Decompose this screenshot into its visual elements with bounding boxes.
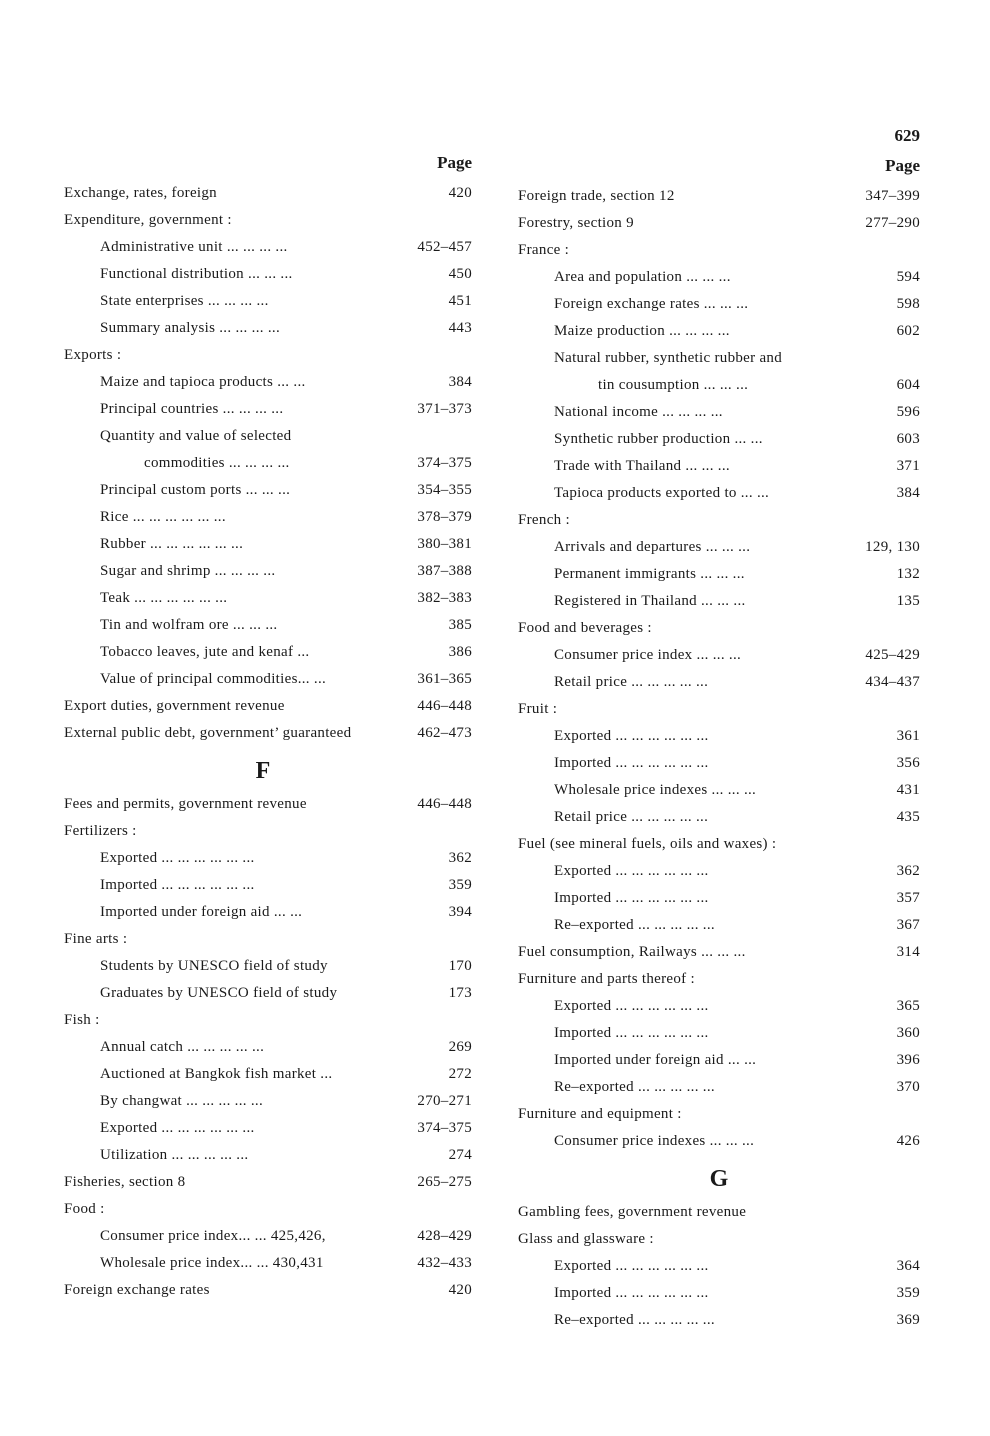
index-entry-label: Annual catch ... ... ... ... ...	[100, 1039, 265, 1055]
index-entry-label: Re–exported ... ... ... ... ...	[554, 917, 715, 933]
index-entry-label: Tin and wolfram ore ... ... ...	[100, 617, 278, 633]
index-entry	[518, 1199, 920, 1226]
index-entry-label: Gambling fees, government revenue	[518, 1204, 747, 1220]
index-entry	[518, 534, 920, 561]
index-entry-label: Imported ... ... ... ... ... ...	[100, 877, 255, 893]
index-entry-page: 365	[896, 998, 920, 1014]
index-entry-label: Wholesale price indexes ... ... ...	[554, 782, 757, 798]
index-entry	[64, 1250, 472, 1277]
index-entry-label: Fuel consumption, Railways ... ... ...	[518, 944, 746, 960]
index-entry-label: Export duties, government revenue	[64, 698, 285, 714]
index-entry-label: Imported ... ... ... ... ... ...	[554, 1285, 709, 1301]
index-entry-label: Wholesale price index... ... 430,431	[100, 1255, 324, 1271]
index-entry	[64, 369, 472, 396]
index-entry-label: Fuel (see mineral fuels, oils and waxes) :	[518, 836, 777, 852]
index-entry-label: Fertilizers :	[64, 823, 137, 839]
index-entry-page: 425–429	[865, 647, 920, 663]
index-entry-page: 364	[896, 1258, 920, 1274]
index-entry	[518, 210, 920, 237]
index-entry-page: 384	[448, 374, 472, 390]
index-entry	[64, 1007, 472, 1034]
index-entry-page: 428–429	[417, 1228, 472, 1244]
index-entry-label: Imported under foreign aid ... ...	[554, 1052, 757, 1068]
index-entry-label: Exported ... ... ... ... ... ...	[100, 1120, 255, 1136]
index-entry-page: 362	[896, 863, 920, 879]
index-entry-page: 173	[448, 985, 472, 1001]
index-entry-page: 380–381	[417, 536, 472, 552]
index-entry-label: Principal custom ports ... ... ...	[100, 482, 291, 498]
index-entry-page: 462–473	[417, 725, 472, 741]
index-entry	[64, 477, 472, 504]
section-letter: F	[255, 758, 271, 784]
index-entry	[64, 666, 472, 693]
index-entry-page: 354–355	[417, 482, 472, 498]
index-entry	[64, 693, 472, 720]
index-entry	[518, 696, 920, 723]
index-entry-label: Trade with Thailand ... ... ...	[554, 458, 730, 474]
index-entry-page: 446–448	[417, 796, 472, 812]
index-entry-label: External public debt, government’ guaranteed	[64, 725, 352, 741]
index-entry	[64, 396, 472, 423]
index-entry	[64, 423, 472, 450]
index-entry-label: Area and population ... ... ...	[554, 269, 731, 285]
index-entry-page: 387–388	[417, 563, 472, 579]
index-entry-page: 431	[896, 782, 920, 798]
page-column-heading: Page	[437, 153, 472, 172]
index-entry-page: 603	[896, 431, 920, 447]
index-entry	[518, 399, 920, 426]
index-entry-label: Foreign exchange rates	[64, 1282, 210, 1298]
index-entry-label: State enterprises ... ... ... ...	[100, 293, 269, 309]
index-entry-label: Foreign exchange rates ... ... ...	[554, 296, 749, 312]
index-entry-page: 594	[896, 269, 920, 285]
index-entry-label: Permanent immigrants ... ... ...	[554, 566, 745, 582]
index-entry-page: 371	[896, 458, 920, 474]
index-entry-label: Exported ... ... ... ... ... ...	[554, 1258, 709, 1274]
index-entry	[518, 858, 920, 885]
index-entry-label: Fisheries, section 8	[64, 1174, 186, 1190]
index-entry	[518, 1226, 920, 1253]
index-entry	[64, 1223, 472, 1250]
index-column-left	[64, 152, 472, 1304]
index-entry	[518, 426, 920, 453]
index-entry-page: 274	[448, 1147, 472, 1163]
index-entry-page: 598	[896, 296, 920, 312]
index-entry-page: 432–433	[417, 1255, 472, 1271]
index-entry-label: Retail price ... ... ... ... ...	[554, 809, 709, 825]
index-entry	[64, 207, 472, 234]
index-entry-label: Tobacco leaves, jute and kenaf ...	[100, 644, 310, 660]
index-entry-page: 357	[896, 890, 920, 906]
index-entry-label: Utilization ... ... ... ... ...	[100, 1147, 249, 1163]
index-entry	[518, 831, 920, 858]
index-entry-page: 384	[896, 485, 920, 501]
index-entry	[518, 291, 920, 318]
index-entry	[518, 723, 920, 750]
index-entry	[64, 1169, 472, 1196]
index-entry	[518, 1307, 920, 1334]
index-entry	[64, 1088, 472, 1115]
index-entry-label: Registered in Thailand ... ... ...	[554, 593, 746, 609]
index-entry	[64, 1115, 472, 1142]
index-entry-page: 386	[448, 644, 472, 660]
index-entry-label: Fees and permits, government revenue	[64, 796, 307, 812]
index-entry-label: Value of principal commodities... ...	[100, 671, 327, 687]
index-entry-label: Food :	[64, 1201, 105, 1217]
index-entry-page: 371–373	[417, 401, 472, 417]
index-entry	[64, 720, 472, 747]
entry-list	[64, 791, 472, 1304]
index-entry-label: Consumer price index... ... 425,426,	[100, 1228, 326, 1244]
index-entry-label: Teak ... ... ... ... ... ...	[100, 590, 228, 606]
entry-list	[64, 180, 472, 747]
index-entry-label: Rubber ... ... ... ... ... ...	[100, 536, 244, 552]
index-entry	[518, 1280, 920, 1307]
index-entry-page: 361–365	[417, 671, 472, 687]
index-entry	[518, 561, 920, 588]
index-entry-label: Expenditure, government :	[64, 212, 232, 228]
index-entry	[518, 777, 920, 804]
index-entry-label: France :	[518, 242, 570, 258]
index-entry-label: Foreign trade, section 12	[518, 188, 675, 204]
index-entry-label: Principal countries ... ... ... ...	[100, 401, 284, 417]
index-entry-label: Summary analysis ... ... ... ...	[100, 320, 281, 336]
index-entry	[518, 480, 920, 507]
index-entry-page: 269	[448, 1039, 472, 1055]
index-entry	[64, 980, 472, 1007]
index-entry	[64, 585, 472, 612]
index-entry-page: 170	[448, 958, 472, 974]
index-entry	[64, 1142, 472, 1169]
index-entry-label: Furniture and parts thereof :	[518, 971, 695, 987]
index-entry	[64, 261, 472, 288]
index-entry	[518, 372, 920, 399]
index-entry-page: 443	[448, 320, 472, 336]
index-entry-label: Imported ... ... ... ... ... ...	[554, 755, 709, 771]
index-entry-label: Exported ... ... ... ... ... ...	[100, 850, 255, 866]
index-entry-label: Retail price ... ... ... ... ...	[554, 674, 709, 690]
index-entry	[518, 1253, 920, 1280]
index-entry-page: 451	[448, 293, 472, 309]
page-column-heading: Page	[885, 156, 920, 175]
index-entry	[64, 791, 472, 818]
index-entry	[64, 612, 472, 639]
index-entry-label: Re–exported ... ... ... ... ...	[554, 1312, 715, 1328]
index-entry-label: Maize production ... ... ... ...	[554, 323, 730, 339]
index-entry-page: 367	[896, 917, 920, 933]
index-entry-label: Food and beverages :	[518, 620, 652, 636]
index-entry-page: 265–275	[417, 1174, 472, 1190]
index-entry-page: 394	[448, 904, 472, 920]
index-entry	[64, 450, 472, 477]
index-entry	[64, 288, 472, 315]
index-entry-label: Tapioca products exported to ... ...	[554, 485, 770, 501]
index-entry-label: Auctioned at Bangkok fish market ...	[100, 1066, 333, 1082]
index-entry	[518, 966, 920, 993]
index-entry	[518, 507, 920, 534]
index-entry	[518, 453, 920, 480]
index-entry-label: Administrative unit ... ... ... ...	[100, 239, 288, 255]
index-entry-page: 362	[448, 850, 472, 866]
index-entry-label: Fruit :	[518, 701, 558, 717]
index-entry-page: 385	[448, 617, 472, 633]
index-entry-label: French :	[518, 512, 570, 528]
index-entry	[518, 264, 920, 291]
index-entry-label: Re–exported ... ... ... ... ...	[554, 1079, 715, 1095]
index-entry-label: Exported ... ... ... ... ... ...	[554, 998, 709, 1014]
index-entry-label: Imported ... ... ... ... ... ...	[554, 1025, 709, 1041]
index-entry-page: 435	[896, 809, 920, 825]
index-entry-label: commodities ... ... ... ...	[144, 455, 290, 471]
index-entry-page: 396	[896, 1052, 920, 1068]
index-entry-label: Imported under foreign aid ... ...	[100, 904, 303, 920]
index-entry	[518, 1101, 920, 1128]
index-entry	[518, 318, 920, 345]
index-entry	[518, 588, 920, 615]
index-entry-page: 450	[448, 266, 472, 282]
index-entry-page: 602	[896, 323, 920, 339]
index-entry-label: Fish :	[64, 1012, 100, 1028]
index-entry-label: Rice ... ... ... ... ... ...	[100, 509, 226, 525]
index-entry-label: Synthetic rubber production ... ...	[554, 431, 763, 447]
index-entry-page: 347–399	[865, 188, 920, 204]
index-entry	[64, 234, 472, 261]
index-entry-page: 359	[896, 1285, 920, 1301]
index-entry-page: 382–383	[417, 590, 472, 606]
index-entry-page: 452–457	[417, 239, 472, 255]
index-entry-label: Consumer price indexes ... ... ...	[554, 1133, 755, 1149]
index-entry	[518, 750, 920, 777]
index-entry	[518, 939, 920, 966]
index-entry-page: 378–379	[417, 509, 472, 525]
index-entry	[518, 1047, 920, 1074]
index-entry-label: Glass and glassware :	[518, 1231, 654, 1247]
index-entry	[64, 531, 472, 558]
index-entry-page: 129, 130	[865, 539, 920, 555]
index-entry	[518, 912, 920, 939]
index-entry-label: Functional distribution ... ... ...	[100, 266, 293, 282]
index-entry	[64, 1196, 472, 1223]
index-entry-label: National income ... ... ... ...	[554, 404, 723, 420]
index-entry-page: 434–437	[865, 674, 920, 690]
index-entry-page: 374–375	[417, 1120, 472, 1136]
index-entry-page: 135	[896, 593, 920, 609]
index-entry	[64, 953, 472, 980]
index-entry-label: Furniture and equipment :	[518, 1106, 682, 1122]
index-entry	[64, 818, 472, 845]
section-letter: G	[709, 1166, 729, 1192]
index-entry	[64, 1034, 472, 1061]
index-entry	[64, 926, 472, 953]
index-entry	[518, 1128, 920, 1155]
index-entry-page: 360	[896, 1025, 920, 1041]
index-entry	[64, 558, 472, 585]
index-entry-page: 426	[896, 1133, 920, 1149]
index-entry	[518, 615, 920, 642]
index-entry-page: 272	[448, 1066, 472, 1082]
index-entry-page: 270–271	[417, 1093, 472, 1109]
index-entry	[518, 642, 920, 669]
index-entry	[518, 993, 920, 1020]
index-entry	[64, 639, 472, 666]
index-entry	[518, 804, 920, 831]
index-entry-label: Arrivals and departures ... ... ...	[554, 539, 751, 555]
index-entry	[518, 345, 920, 372]
index-entry	[64, 1061, 472, 1088]
index-entry	[64, 899, 472, 926]
index-entry-page: 356	[896, 755, 920, 771]
page-number: 629	[894, 126, 920, 145]
index-entry-page: 132	[896, 566, 920, 582]
index-entry-page: 446–448	[417, 698, 472, 714]
index-entry	[64, 1277, 472, 1304]
index-entry	[518, 1020, 920, 1047]
index-entry-page: 359	[448, 877, 472, 893]
index-entry-label: Graduates by UNESCO field of study	[100, 985, 338, 1001]
index-entry-label: Sugar and shrimp ... ... ... ...	[100, 563, 276, 579]
index-entry-label: Imported ... ... ... ... ... ...	[554, 890, 709, 906]
index-entry-page: 314	[896, 944, 920, 960]
index-entry-page: 420	[448, 185, 472, 201]
index-entry-page: 369	[896, 1312, 920, 1328]
index-entry-page: 420	[448, 1282, 472, 1298]
index-entry-page: 361	[896, 728, 920, 744]
index-entry	[64, 315, 472, 342]
index-entry	[64, 845, 472, 872]
index-entry	[64, 180, 472, 207]
index-entry	[64, 872, 472, 899]
index-entry-label: Consumer price index ... ... ...	[554, 647, 742, 663]
index-column-right	[518, 155, 920, 1334]
index-entry-label: Exported ... ... ... ... ... ...	[554, 728, 709, 744]
index-entry	[518, 669, 920, 696]
index-entry-label: Maize and tapioca products ... ...	[100, 374, 306, 390]
index-entry-label: Natural rubber, synthetic rubber and	[554, 350, 783, 366]
index-entry-label: By changwat ... ... ... ... ...	[100, 1093, 264, 1109]
entry-list	[518, 183, 920, 1155]
index-entry-label: Exchange, rates, foreign	[64, 185, 217, 201]
index-entry-label: Students by UNESCO field of study	[100, 958, 328, 974]
entry-list	[518, 1199, 920, 1334]
index-entry-page: 596	[896, 404, 920, 420]
index-entry-label: Exported ... ... ... ... ... ...	[554, 863, 709, 879]
index-entry	[64, 504, 472, 531]
index-entry	[518, 183, 920, 210]
index-entry	[64, 342, 472, 369]
index-entry-page: 277–290	[865, 215, 920, 231]
index-entry-page: 370	[896, 1079, 920, 1095]
index-entry	[518, 885, 920, 912]
index-entry-label: Exports :	[64, 347, 122, 363]
index-entry-label: Fine arts :	[64, 931, 128, 947]
index-entry-page: 374–375	[417, 455, 472, 471]
index-entry-label: Quantity and value of selected	[100, 428, 292, 444]
index-entry-label: tin cousumption ... ... ...	[598, 377, 749, 393]
index-entry	[518, 1074, 920, 1101]
index-entry	[518, 237, 920, 264]
index-entry-page: 604	[896, 377, 920, 393]
index-entry-label: Forestry, section 9	[518, 215, 634, 231]
